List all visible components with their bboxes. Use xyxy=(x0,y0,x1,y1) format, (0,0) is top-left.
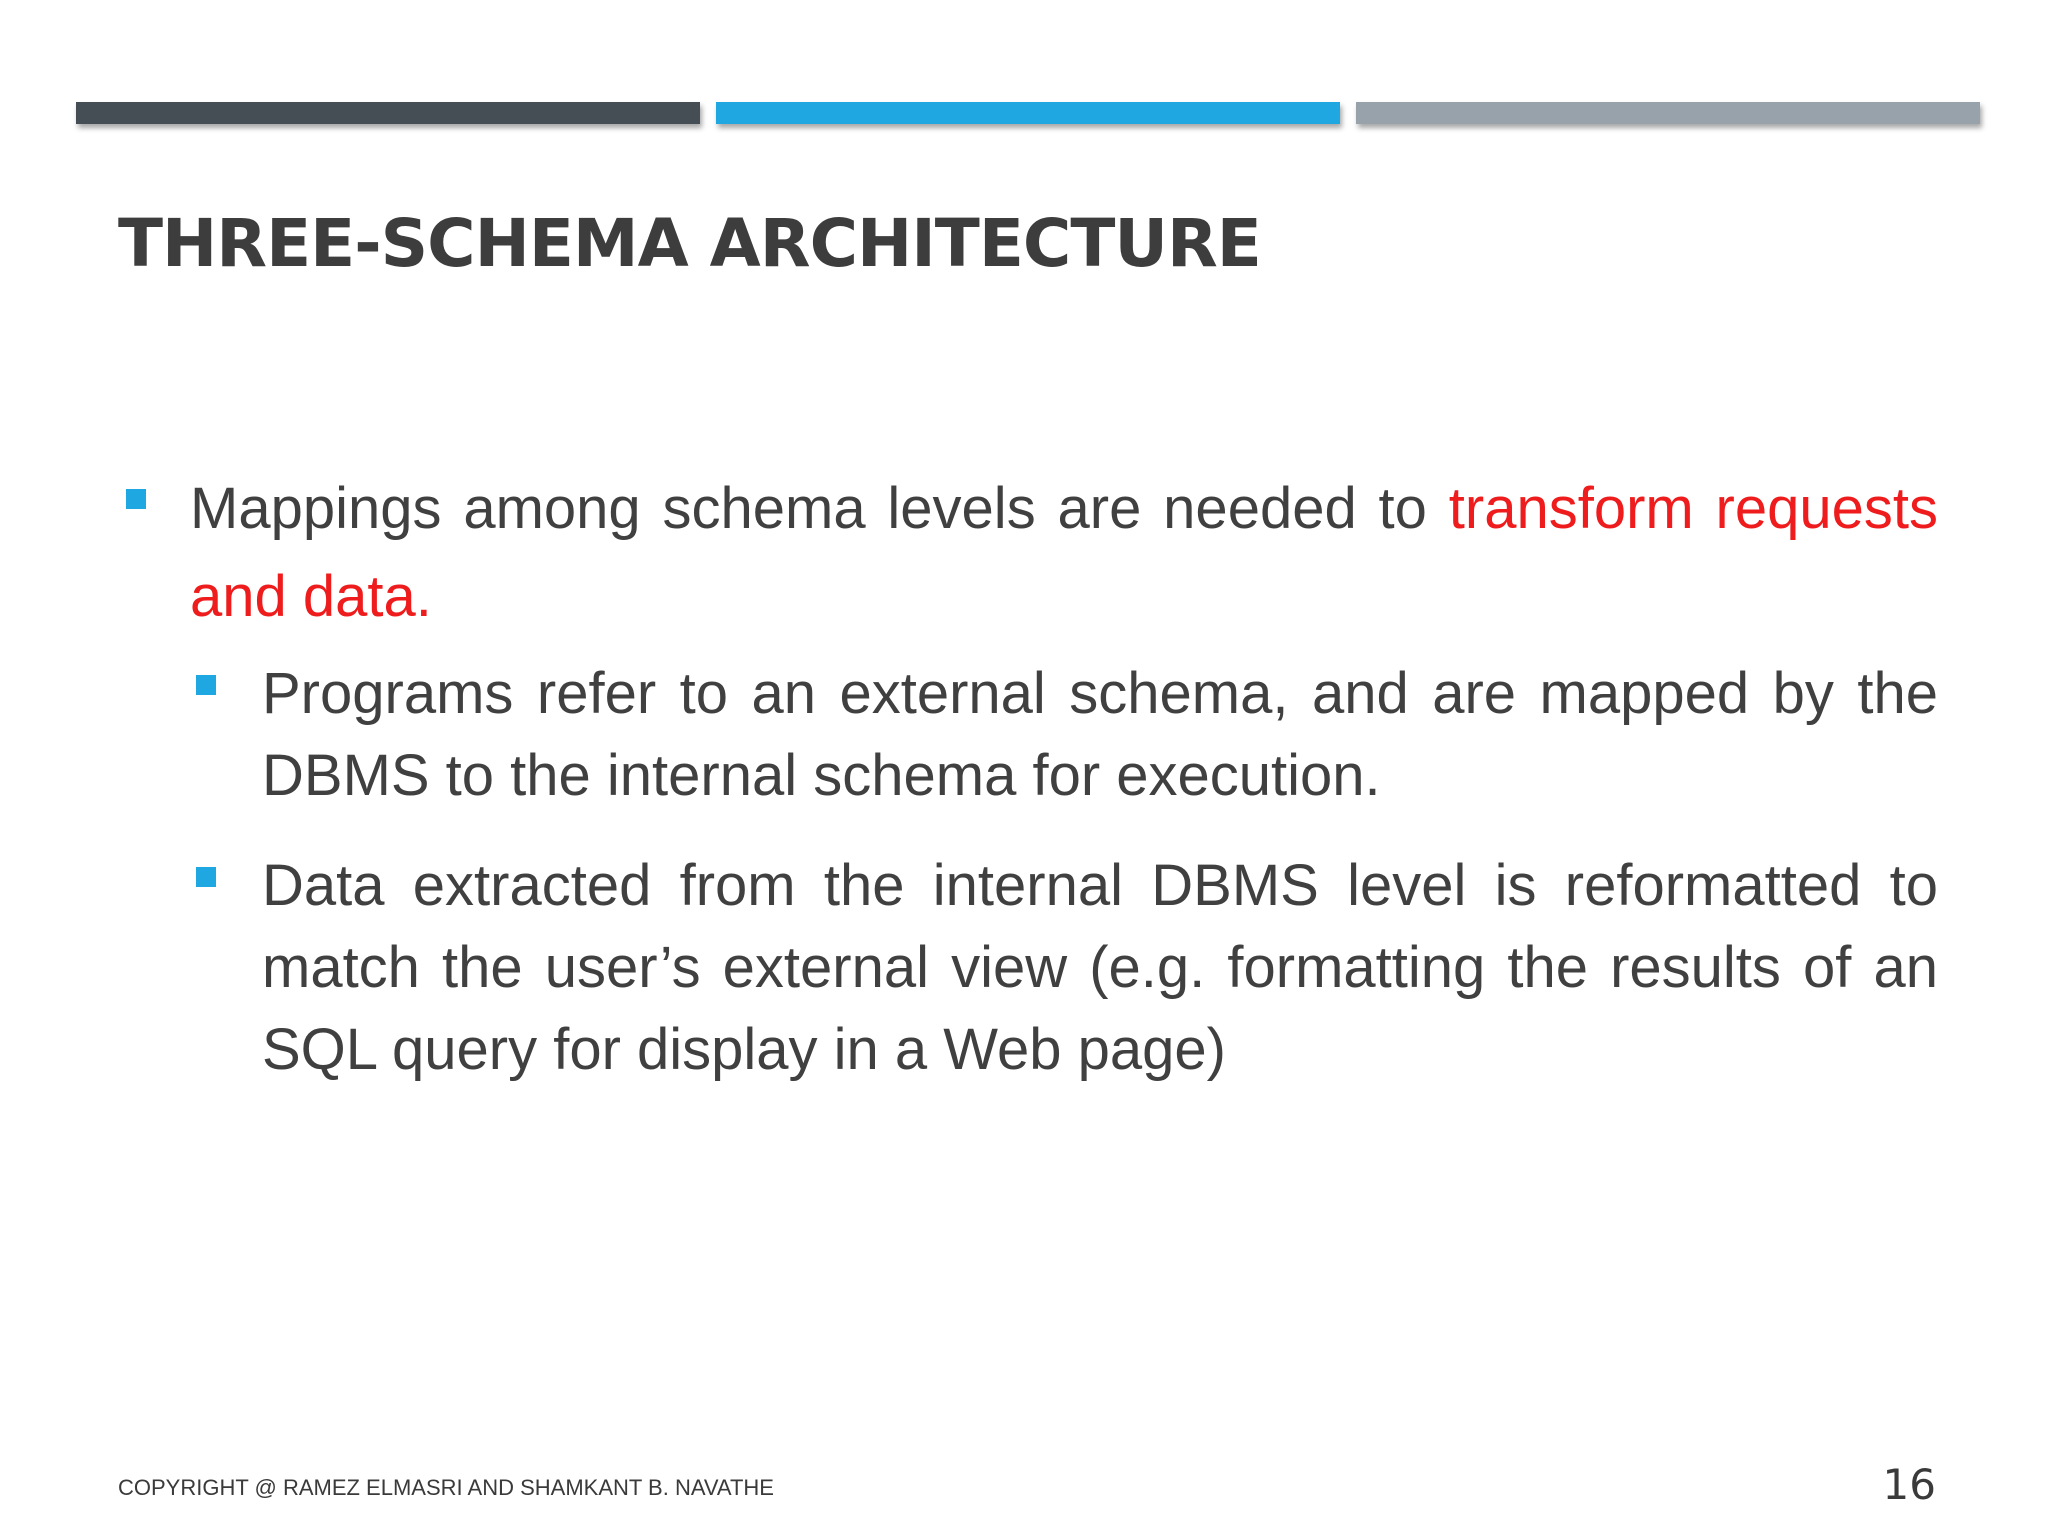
bullet-sub-1-text: Programs refer to an external schema, and are mapped by the DBMS to the internal schema for execution. xyxy=(262,661,1938,808)
square-bullet-icon xyxy=(196,867,216,887)
bullet-sub-2 xyxy=(192,845,1938,1091)
bullet-main xyxy=(120,465,1938,641)
square-bullet-icon xyxy=(126,489,146,509)
bullet-main-text: Mappings among schema levels are needed to xyxy=(190,476,1449,541)
bullet-main-highlight: transform requests and data. xyxy=(190,476,1938,629)
slide-title: THREE-SCHEMA ARCHITECTURE xyxy=(118,205,1261,282)
header-bar-gray xyxy=(1356,102,1980,124)
bullet-sub-2-text: Data extracted from the internal DBMS level is reformatted to match the user’s external view (e.g. formatting the results of an SQL query for display in a Web page) xyxy=(262,853,1938,1082)
header-bar-blue xyxy=(716,102,1340,124)
bullet-sub-1 xyxy=(192,653,1938,817)
square-bullet-icon xyxy=(196,675,216,695)
page-number: 16 xyxy=(1882,1460,1936,1509)
footer-copyright: COPYRIGHT @ RAMEZ ELMASRI AND SHAMKANT B. NAVATHE xyxy=(118,1475,774,1500)
slide-body xyxy=(120,465,1938,1091)
header-bar-dark xyxy=(76,102,700,124)
